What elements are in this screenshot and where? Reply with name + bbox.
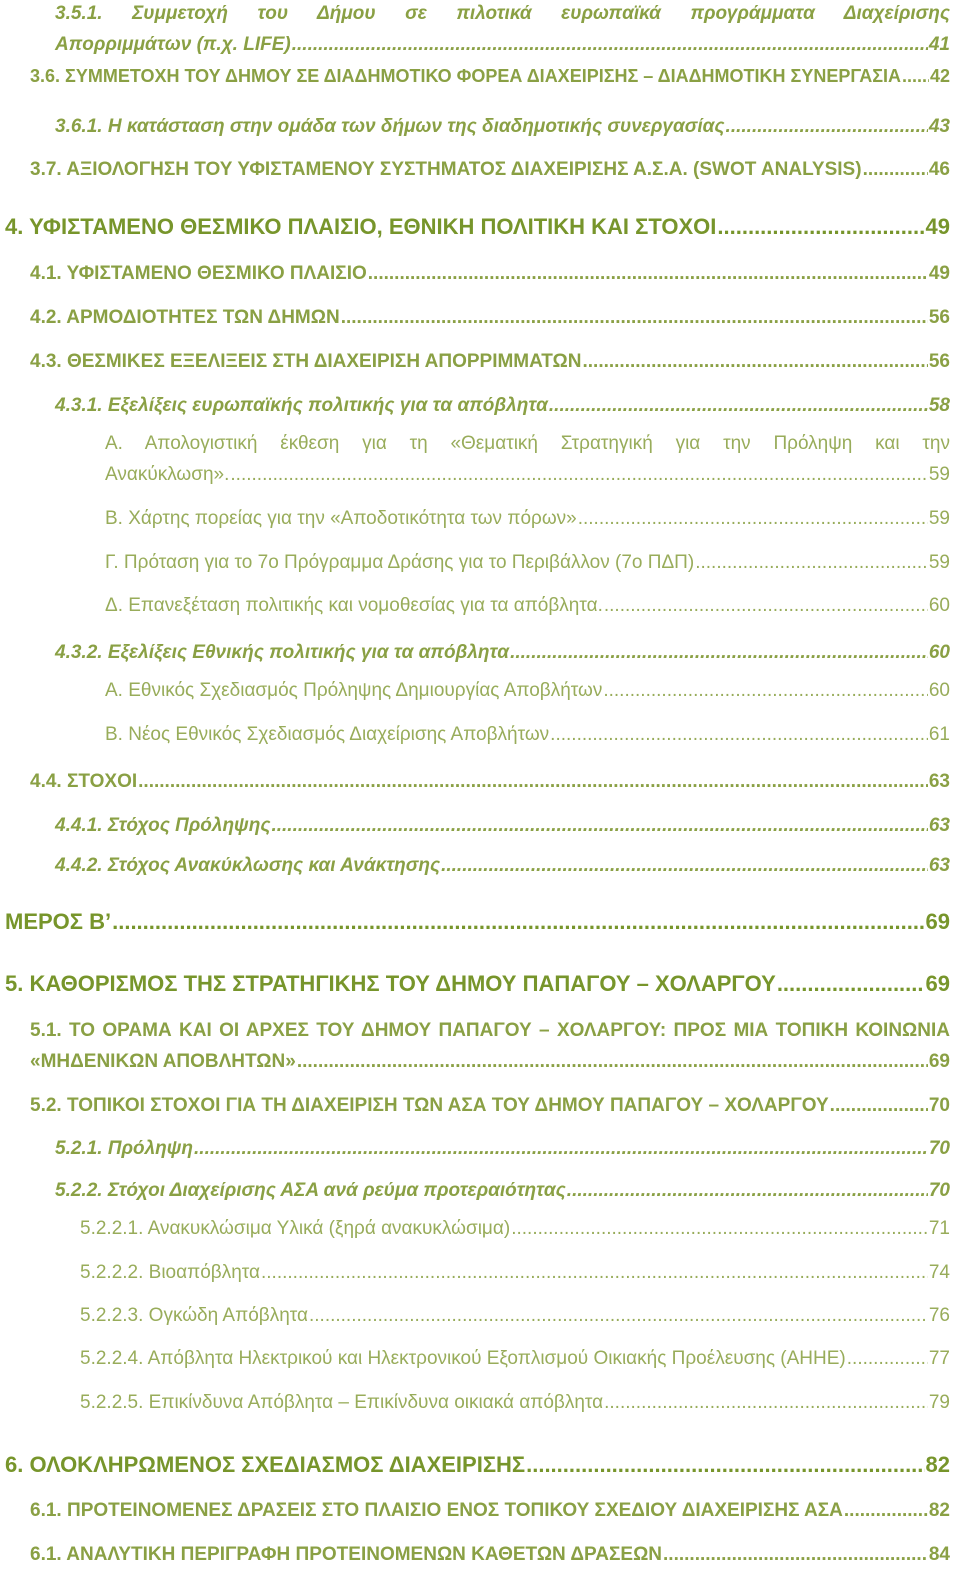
toc-entry[interactable]: [80, 1389, 950, 1417]
toc-entry-title: Β. Νέος Εθνικός Σχεδιασμός Διαχείρισης Αποβλήτων: [105, 724, 550, 745]
toc-entry-title: 4.3.2. Εξελίξεις Εθνικής πολιτικής για τα απόβλητα: [55, 642, 510, 663]
toc-entry-title: 6.1. ΠΡΟΤΕΙΝΟΜΕΝΕΣ ΔΡΑΣΕΙΣ ΣΤΟ ΠΛΑΙΣΙΟ ΕΝΟΣ ΤΟΠΙΚΟΥ ΣΧΕΔΙΟΥ ΔΙΑΧΕΙΡΙΣΗΣ ΑΣΑ: [30, 1500, 843, 1521]
toc-page-number: 41: [928, 34, 950, 55]
toc-page-number: 49: [925, 214, 950, 239]
toc-entry[interactable]: [105, 592, 950, 620]
dot-leader: [112, 908, 924, 936]
toc-entry-title: 4.3.1. Εξελίξεις ευρωπαϊκής πολιτικής για τα απόβλητα: [55, 395, 548, 416]
toc-entry-title: 5.2.2.1. Ανακυκλώσιμα Υλικά (ξηρά ανακυκλώσιμα): [80, 1218, 511, 1239]
dot-leader: [847, 1345, 928, 1373]
toc-entry-title-continued: Ανακύκλωση».: [105, 464, 230, 485]
toc-page-number: 56: [928, 351, 950, 372]
toc-entry[interactable]: [5, 970, 950, 998]
toc-entry-title: 3.7. ΑΞΙΟΛΟΓΗΣΗ ΤΟΥ ΥΦΙΣΤΑΜΕΝΟΥ ΣΥΣΤΗΜΑΤΟΣ ΔΙΑΧΕΙΡΙΣΗΣ Α.Σ.Α. (SWOT ANALYSIS): [30, 159, 862, 180]
toc-entry-title: 5.2.2. Στόχοι Διαχείρισης ΑΣΑ ανά ρεύμα προτεραιότητας: [55, 1180, 566, 1201]
toc-entry[interactable]: [55, 0, 950, 59]
dot-leader: [341, 304, 928, 332]
toc-entry-title: 5.2.2.4. Απόβλητα Ηλεκτρικού και Ηλεκτρονικού Εξοπλισμού Οικιακής Προέλευσης (ΑΗΗΕ): [80, 1348, 846, 1369]
dot-leader: [604, 1389, 928, 1417]
toc-entry[interactable]: [30, 156, 950, 184]
toc-entry[interactable]: [105, 430, 950, 489]
toc-entry-title: 4.2. ΑΡΜΟΔΙΟΤΗΤΕΣ ΤΩΝ ΔΗΜΩΝ: [30, 307, 340, 328]
toc-page-number: 70: [928, 1138, 950, 1159]
toc-page-number: 79: [928, 1392, 950, 1413]
dot-leader: [582, 348, 927, 376]
toc-entry-title: 4.4.2. Στόχος Ανακύκλωσης και Ανάκτησης: [55, 855, 441, 876]
dot-leader: [194, 1135, 928, 1163]
toc-entry[interactable]: [30, 1497, 950, 1525]
dot-leader: [844, 1497, 928, 1525]
toc-entry[interactable]: [30, 768, 950, 796]
toc-entry-title: Δ. Επανεξέταση πολιτικής και νομοθεσίας για τα απόβλητα.: [105, 595, 603, 616]
toc-entry[interactable]: [55, 639, 950, 667]
toc-page-number: 46: [928, 159, 950, 180]
dot-leader: [567, 1177, 928, 1205]
toc-entry-title: Β. Χάρτης πορείας για την «Αποδοτικότητα των πόρων»: [105, 508, 577, 529]
toc-entry[interactable]: [80, 1259, 950, 1287]
toc-entry[interactable]: [55, 113, 950, 141]
toc-entry-title: Α. Εθνικός Σχεδιασμός Πρόληψης Δημιουργίας Αποβλήτων: [105, 680, 603, 701]
toc-entry-title: 5.2.2.2. Βιοαπόβλητα: [80, 1262, 260, 1283]
toc-page-number: 61: [928, 724, 950, 745]
dot-leader: [526, 1451, 924, 1479]
dot-leader: [368, 260, 928, 288]
dot-leader: [292, 31, 928, 59]
toc-entry[interactable]: [5, 213, 950, 241]
toc-entry-title-continued: «ΜΗΔΕΝΙΚΩΝ ΑΠΟΒΛΗΤΩΝ»: [30, 1051, 296, 1072]
toc-entry-title: 5. ΚΑΘΟΡΙΣΜΟΣ ΤΗΣ ΣΤΡΑΤΗΓΙΚΗΣ ΤΟΥ ΔΗΜΟΥ ΠΑΠΑΓΟΥ – ΧΟΛΑΡΓΟΥ: [5, 971, 776, 996]
dot-leader: [271, 812, 927, 840]
toc-entry[interactable]: [80, 1215, 950, 1243]
toc-entry[interactable]: [55, 392, 950, 420]
dot-leader: [297, 1048, 928, 1076]
dot-leader: [261, 1259, 928, 1287]
dot-leader: [603, 677, 928, 705]
toc-page-number: 74: [928, 1262, 950, 1283]
toc-page-number: 58: [928, 395, 950, 416]
toc-entry[interactable]: [30, 260, 950, 288]
toc-entry[interactable]: [105, 677, 950, 705]
toc-page-number: 56: [928, 307, 950, 328]
toc-entry-title: 4. ΥΦΙΣΤΑΜΕΝΟ ΘΕΣΜΙΚΟ ΠΛΑΙΣΙΟ, ΕΘΝΙΚΗ ΠΟΛΙΤΙΚΗ ΚΑΙ ΣΤΟΧΟΙ: [5, 214, 717, 239]
toc-page-number: 84: [928, 1544, 950, 1565]
toc-page-number: 63: [928, 815, 950, 836]
toc-entry-title: Α. Απολογιστική έκθεση για τη «Θεματική Στρατηγική για την Πρόληψη και την: [105, 433, 950, 454]
dot-leader: [604, 592, 928, 620]
toc-page-number: 71: [928, 1218, 950, 1239]
toc-page-number: 49: [928, 263, 950, 284]
toc-entry-title: 3.5.1. Συμμετοχή του Δήμου σε πιλοτικά ευρωπαϊκά προγράμματα Διαχείρισης: [55, 3, 950, 24]
dot-leader: [138, 768, 928, 796]
toc-page-number: 69: [928, 1051, 950, 1072]
toc-page-number: 59: [928, 508, 950, 529]
toc-entry-title: 5.2.2.3. Ογκώδη Απόβλητα: [80, 1305, 308, 1326]
dot-leader: [663, 1541, 928, 1569]
dot-leader: [717, 213, 924, 241]
toc-page-number: 69: [925, 971, 950, 996]
toc-entry-title: 4.3. ΘΕΣΜΙΚΕΣ ΕΞΕΛΙΞΕΙΣ ΣΤΗ ΔΙΑΧΕΙΡΙΣΗ ΑΠΟΡΡΙΜΜΑΤΩΝ: [30, 351, 582, 372]
dot-leader: [441, 852, 928, 880]
toc-entry-title: 3.6.1. Η κατάσταση στην ομάδα των δήμων της διαδημοτικής συνεργασίας: [55, 116, 725, 137]
toc-entry-title: 6.1. ΑΝΑΛΥΤΙΚΗ ΠΕΡΙΓΡΑΦΗ ΠΡΟΤΕΙΝΟΜΕΝΩΝ ΚΑΘΕΤΩΝ ΔΡΑΣΕΩΝ: [30, 1544, 663, 1565]
toc-entry[interactable]: [30, 62, 950, 90]
toc-page-number: 63: [928, 855, 950, 876]
toc-entry-title: 5.2.2.5. Επικίνδυνα Απόβλητα – Επικίνδυνα οικιακά απόβλητα: [80, 1392, 604, 1413]
toc-entry[interactable]: [55, 852, 950, 880]
toc-entry[interactable]: [5, 1451, 950, 1479]
dot-leader: [309, 1302, 928, 1330]
toc-entry[interactable]: [80, 1345, 950, 1373]
toc-entry[interactable]: [30, 1092, 950, 1120]
dot-leader: [863, 156, 928, 184]
toc-entry[interactable]: [30, 1017, 950, 1076]
toc-page-number: 60: [928, 680, 950, 701]
toc-entry[interactable]: [55, 1135, 950, 1163]
dot-leader: [830, 1092, 928, 1120]
dot-leader: [726, 113, 928, 141]
toc-entry[interactable]: [105, 721, 950, 749]
toc-entry[interactable]: [30, 1541, 950, 1569]
toc-entry[interactable]: [55, 812, 950, 840]
toc-page-number: 70: [928, 1095, 950, 1116]
toc-entry-title: 4.4. ΣΤΟΧΟΙ: [30, 771, 138, 792]
toc-entry-title: 5.2. ΤΟΠΙΚΟΙ ΣΤΟΧΟΙ ΓΙΑ ΤΗ ΔΙΑΧΕΙΡΙΣΗ ΤΩΝ ΑΣΑ ΤΟΥ ΔΗΜΟΥ ΠΑΠΑΓΟΥ – ΧΟΛΑΡΓΟΥ: [30, 1095, 829, 1116]
toc-entry-title: 6. ΟΛΟΚΛΗΡΩΜΕΝΟΣ ΣΧΕΔΙΑΣΜΟΣ ΔΙΑΧΕΙΡΙΣΗΣ: [5, 1452, 526, 1477]
toc-entry-title-continued: Απορριμμάτων (π.χ. LIFE): [55, 34, 291, 55]
toc-entry[interactable]: [55, 1177, 950, 1205]
toc-page-number: 76: [928, 1305, 950, 1326]
dot-leader: [578, 505, 928, 533]
toc-entry-title: 4.1. ΥΦΙΣΤΑΜΕΝΟ ΘΕΣΜΙΚΟ ΠΛΑΙΣΙΟ: [30, 263, 367, 284]
toc-page-number: 82: [925, 1452, 950, 1477]
toc-page-number: 63: [928, 771, 950, 792]
toc-entry-title: Γ. Πρόταση για το 7ο Πρόγραμμα Δράσης για το Περιβάλλον (7ο ΠΔΠ): [105, 552, 695, 573]
toc-page-number: 59: [928, 552, 950, 573]
toc-page-number: 77: [928, 1348, 950, 1369]
dot-leader: [230, 461, 927, 489]
toc-page-number: 70: [928, 1180, 950, 1201]
toc-page-number: 59: [928, 464, 950, 485]
toc-entry-title: 5.2.1. Πρόληψη: [55, 1138, 194, 1159]
dot-leader: [902, 62, 929, 90]
dot-leader: [549, 392, 928, 420]
toc-page-number: 60: [928, 595, 950, 616]
toc-page-number: 42: [929, 66, 950, 86]
toc-entry[interactable]: [105, 549, 950, 577]
toc-entry[interactable]: [105, 505, 950, 533]
toc-entry[interactable]: [30, 348, 950, 376]
dot-leader: [550, 721, 928, 749]
dot-leader: [695, 549, 928, 577]
toc-entry-title: ΜΕΡΟΣ Β’: [5, 909, 112, 934]
dot-leader: [511, 1215, 928, 1243]
toc-entry-title: 5.1. ΤΟ ΟΡΑΜΑ ΚΑΙ ΟΙ ΑΡΧΕΣ ΤΟΥ ΔΗΜΟΥ ΠΑΠΑΓΟΥ – ΧΟΛΑΡΓΟΥ: ΠΡΟΣ ΜΙΑ ΤΟΠΙΚΗ ΚΟΙΝΩΝΙΑ: [30, 1020, 950, 1041]
toc-entry[interactable]: [5, 908, 950, 936]
toc-page-number: 60: [928, 642, 950, 663]
toc-page-number: 82: [928, 1500, 950, 1521]
toc-page-number: 43: [928, 116, 950, 137]
dot-leader: [777, 970, 925, 998]
toc-entry[interactable]: [80, 1302, 950, 1330]
toc-page-number: 69: [925, 909, 950, 934]
toc-entry-title: 4.4.1. Στόχος Πρόληψης: [55, 815, 271, 836]
toc-entry-title: 3.6. ΣΥΜΜΕΤΟΧΗ ΤΟΥ ΔΗΜΟΥ ΣΕ ΔΙΑΔΗΜΟΤΙΚΟ ΦΟΡΕΑ ΔΙΑΧΕΙΡΙΣΗΣ – ΔΙΑΔΗΜΟΤΙΚΗ ΣΥΝΕΡΓΑΣΙΑ: [30, 66, 901, 86]
toc-entry[interactable]: [30, 304, 950, 332]
dot-leader: [510, 639, 928, 667]
